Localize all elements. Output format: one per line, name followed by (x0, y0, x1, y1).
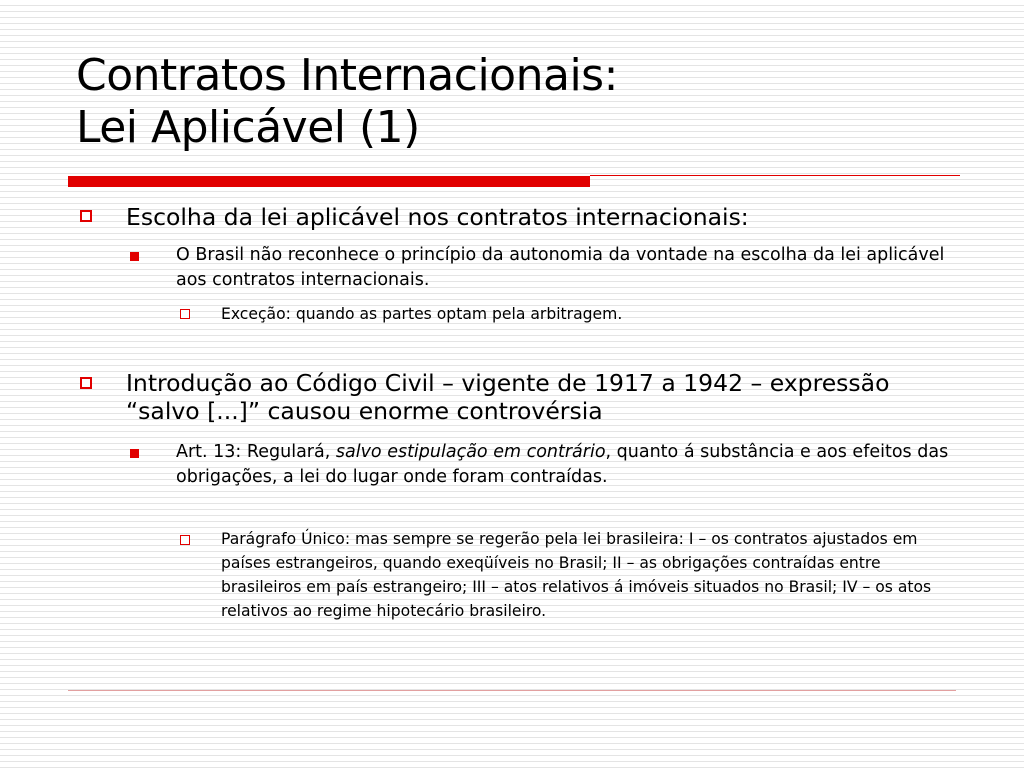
slide-title-line-2: Lei Aplicável (1) (76, 102, 420, 153)
hollow-square-bullet-icon (180, 309, 190, 319)
slide-title-line-1: Contratos Internacionais: (76, 50, 618, 101)
bullet-level2 (176, 440, 956, 490)
bullet-text-suffix: , quanto á substância e aos efeitos das obrigações, a lei do lugar onde foram contraídas. (176, 442, 949, 487)
bullet-level3: Parágrafo Único: mas sempre se regerão pela lei brasileira: I – os contratos ajustados em países estrangeiros, quando exeqüíveis no Brasil; II – as obrigações contraídas entre brasileiros em país estrangeiro; III – atos relativos á imóveis situados no Brasil; IV – os atos relativos ao regime hipotecário brasileiro. (221, 530, 932, 620)
bullet-level1: Escolha da lei aplicável nos contratos internacionais: (126, 203, 749, 231)
bullet-text-italic: salvo estipulação em contrário (335, 442, 606, 462)
hollow-square-bullet-icon (80, 210, 92, 222)
bullet-text: Introdução ao Código Civil – vigente de 1917 a 1942 – expressão “salvo [...]” causou enorme controvérsia (126, 369, 890, 425)
bullet-level3: Exceção: quando as partes optam pela arbitragem. (221, 305, 623, 323)
hollow-square-bullet-icon (80, 377, 92, 389)
filled-square-bullet-icon (130, 252, 139, 261)
hollow-square-bullet-icon (180, 535, 190, 545)
bullet-level2: O Brasil não reconhece o princípio da autonomia da vontade na escolha da lei aplicável aos contratos internacionais. (176, 245, 945, 290)
filled-square-bullet-icon (130, 449, 139, 458)
footer-divider (68, 690, 956, 691)
bullet-text-prefix: Art. 13: Regulará, (176, 442, 336, 462)
bullet-level1 (126, 369, 956, 425)
